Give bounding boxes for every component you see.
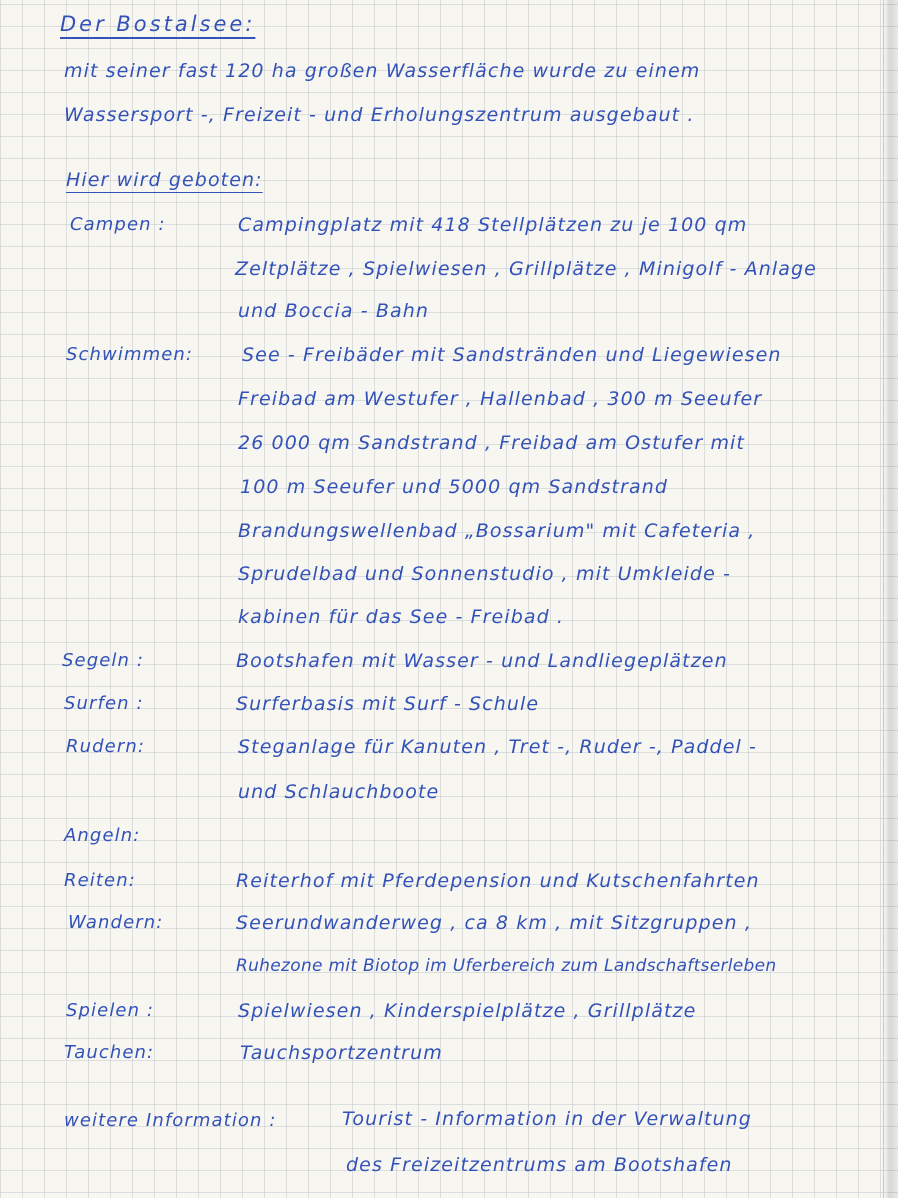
offer-line: See - Freibäder mit Sandstränden und Liegewiesen (242, 344, 782, 366)
more-info-line: des Freizeitzentrums am Bootshafen (346, 1154, 733, 1176)
offer-line: Seerundwanderweg , ca 8 km , mit Sitzgruppen , (236, 912, 752, 934)
offer-line: und Schlauchboote (238, 781, 440, 803)
intro-line-2: Wassersport -, Freizeit - und Erholungszentrum ausgebaut . (64, 104, 695, 126)
offer-label-segeln: Segeln : (62, 650, 144, 671)
offer-line: Reiterhof mit Pferdepension und Kutschenfahrten (236, 870, 760, 892)
section-subtitle: Hier wird geboten: (66, 169, 263, 191)
offer-line: Surferbasis mit Surf - Schule (236, 693, 540, 715)
more-info-line: Tourist - Information in der Verwaltung (342, 1108, 752, 1130)
offer-line: Sprudelbad und Sonnenstudio , mit Umkleide - (238, 563, 731, 585)
offer-label-schwimmen: Schwimmen: (66, 344, 194, 365)
more-info-label: weitere Information : (64, 1110, 277, 1131)
offer-line: kabinen für das See - Freibad . (238, 606, 565, 628)
offer-line: Spielwiesen , Kinderspielplätze , Grillplätze (238, 1000, 697, 1022)
offer-line: Steganlage für Kanuten , Tret -, Ruder -, Paddel - (238, 736, 757, 758)
offer-line: 100 m Seeufer und 5000 qm Sandstrand (240, 476, 669, 498)
offer-label-angeln: Angeln: (64, 825, 141, 846)
offer-line: Campingplatz mit 418 Stellplätzen zu je 100 qm (238, 214, 748, 236)
offer-line: Bootshafen mit Wasser - und Landliegeplätzen (236, 650, 728, 672)
offer-line: Ruhezone mit Biotop im Uferbereich zum Landschaftserleben (236, 956, 777, 976)
offer-line: 26 000 qm Sandstrand , Freibad am Ostufer mit (238, 432, 745, 454)
offer-label-surfen: Surfen : (64, 693, 144, 714)
offer-label-rudern: Rudern: (66, 736, 145, 757)
offer-line: Brandungswellenbad „Bossarium" mit Cafeteria , (238, 520, 756, 542)
offer-label-wandern: Wandern: (68, 912, 164, 933)
offer-label-spielen: Spielen : (66, 1000, 155, 1021)
page-title: Der Bostalsee: (60, 12, 256, 36)
offer-label-tauchen: Tauchen: (64, 1042, 155, 1063)
offer-line: Zeltplätze , Spielwiesen , Grillplätze , Minigolf - Anlage (235, 258, 817, 280)
offer-line: und Boccia - Bahn (238, 300, 430, 322)
offer-line: Freibad am Westufer , Hallenbad , 300 m Seeufer (238, 388, 763, 410)
offer-label-reiten: Reiten: (64, 870, 136, 891)
offer-label-campen: Campen : (70, 214, 166, 235)
page-edge (883, 0, 898, 1198)
offer-line: Tauchsportzentrum (240, 1042, 443, 1064)
intro-line-1: mit seiner fast 120 ha großen Wasserfläche wurde zu einem (64, 60, 701, 82)
